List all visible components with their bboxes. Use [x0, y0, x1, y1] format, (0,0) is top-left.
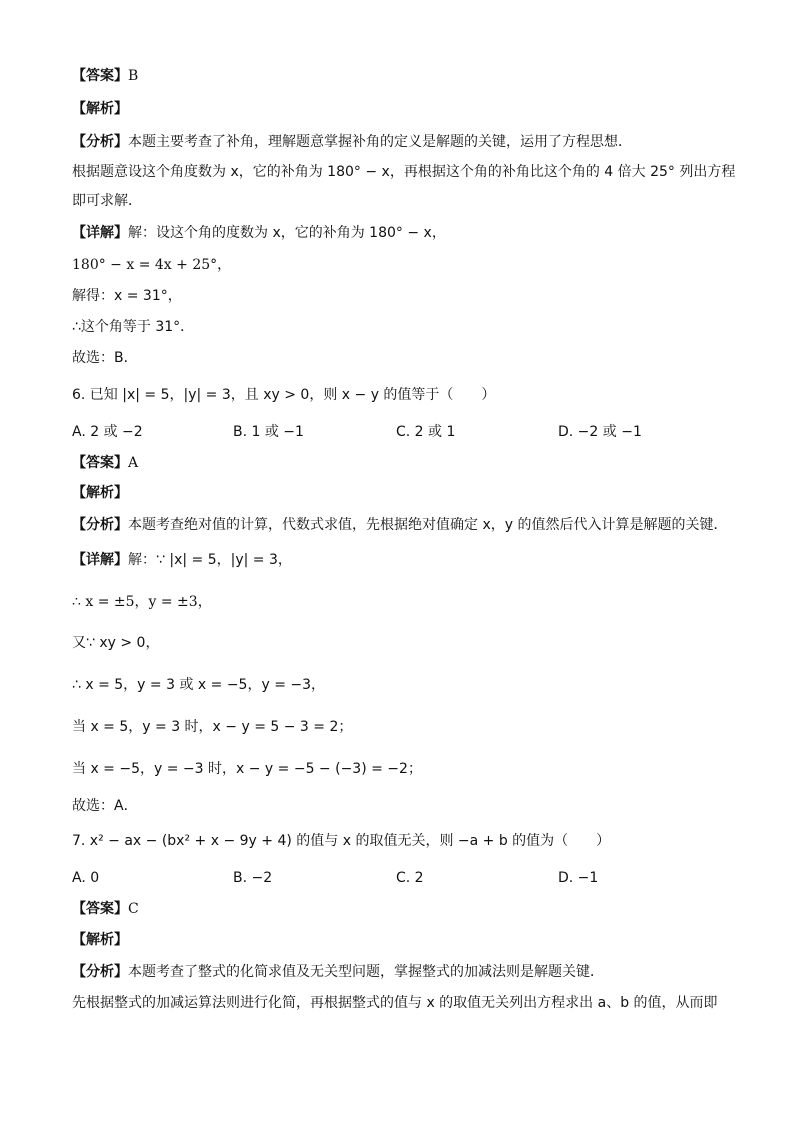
step-q6-3: ∴ x = 5，y = 3 或 x = −5，y = −3， [72, 677, 326, 693]
answer-q6: 【答案】A [72, 455, 139, 471]
step-q6-1: ∴ x = ±5，y = ±3， [72, 594, 212, 610]
analysis-summary-q5: 【分析】本题主要考查了补角，理解题意掌握补角的定义是解题的关键，运用了方程思想． [72, 134, 632, 150]
answer-q5: 【答案】B [72, 68, 139, 84]
conclusion-q5: ∴这个角等于 31°． [72, 319, 195, 335]
step-q6-4: 当 x = 5，y = 3 时，x − y = 5 − 3 = 2； [72, 719, 353, 735]
step-q6-2: 又∵ xy > 0， [72, 635, 160, 651]
analysis-heading-q6: 【解析】 [72, 485, 128, 501]
detail-q6: 【详解】解：∵ |x| = 5，|y| = 3， [72, 552, 292, 568]
analysis-heading-q5: 【解析】 [72, 101, 128, 117]
analysis-text-q5-line1: 根据题意设这个角度数为 x，它的补角为 180° − x，再根据这个角的补角比这个角的 4 倍大 25° 列出方程 [72, 164, 736, 180]
option-a-q6: A. 2 或 −2 [72, 424, 143, 440]
answer-q7: 【答案】C [72, 901, 139, 917]
option-c-q7: C. 2 [396, 870, 424, 886]
option-b-q6: B. 1 或 −1 [233, 424, 304, 440]
analysis-summary-q6: 【分析】本题考查绝对值的计算，代数式求值，先根据绝对值确定 x，y 的值然后代入计算是解题的关键． [72, 517, 728, 533]
solution-q5: 解得：x = 31°， [72, 288, 182, 304]
choice-q6: 故选：A． [72, 798, 138, 814]
analysis-text-q5-line2: 即可求解． [72, 193, 142, 209]
analysis-text-q7-line1: 先根据整式的加减运算法则进行化简，再根据整式的值与 x 的取值无关列出方程求出 a、b 的值，从而即 [72, 995, 718, 1011]
option-d-q7: D. −1 [558, 870, 599, 886]
analysis-heading-q7: 【解析】 [72, 932, 128, 948]
option-d-q6: D. −2 或 −1 [558, 424, 642, 440]
option-a-q7: A. 0 [72, 870, 100, 886]
analysis-summary-q7: 【分析】本题考查了整式的化简求值及无关型问题，掌握整式的加减法则是解题关键． [72, 964, 604, 980]
question-6: 6. 已知 |x| = 5，|y| = 3，且 xy > 0，则 x − y 的值等于（ ） [72, 387, 496, 403]
equation-q5: 180° − x = 4x + 25°， [72, 257, 232, 273]
detail-q5: 【详解】解：设这个角的度数为 x，它的补角为 180° − x， [72, 225, 446, 241]
step-q6-5: 当 x = −5，y = −3 时，x − y = −5 − (−3) = −2； [72, 761, 422, 777]
choice-q5: 故选：B． [72, 350, 138, 366]
option-b-q7: B. −2 [233, 870, 273, 886]
question-7: 7. x² − ax − (bx² + x − 9y + 4) 的值与 x 的取值无关，则 −a + b 的值为（ ） [72, 833, 611, 849]
option-c-q6: C. 2 或 1 [396, 424, 456, 440]
